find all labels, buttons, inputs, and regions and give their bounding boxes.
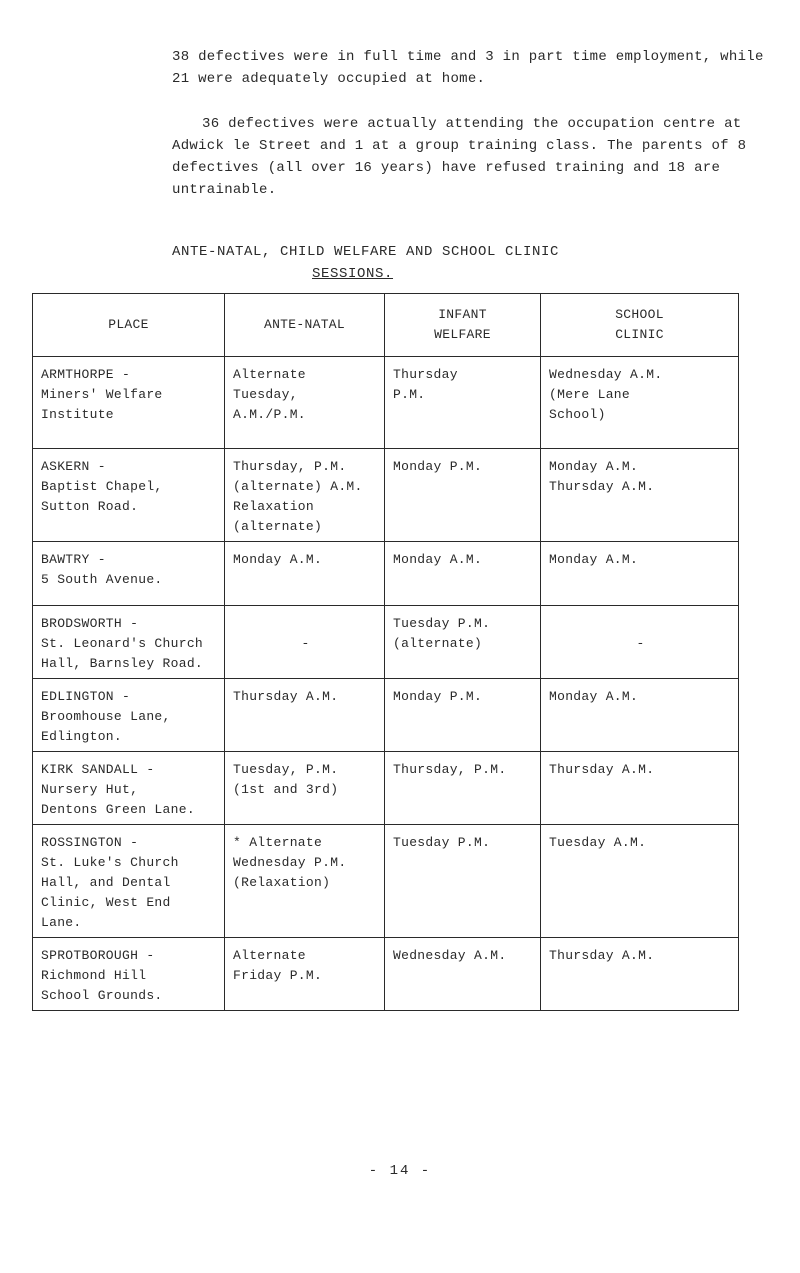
cell-school-clinic [541,606,739,679]
cell-line: Monday A.M. [233,552,323,567]
cell-line: BRODSWORTH - [41,616,139,631]
cell-line: Relaxation [233,499,315,514]
cell-place [33,542,225,606]
cell-school-clinic [541,679,739,752]
cell-line: Dentons Green Lane. [41,802,195,817]
header-line: ANTE-NATAL [263,317,345,332]
cell-line: Monday A.M. [393,552,483,567]
cell-line: (Relaxation) [233,875,331,890]
cell-line: Monday A.M. [549,689,639,704]
page-number: - 14 - [368,1163,432,1179]
cell-line: School Grounds. [41,988,163,1003]
cell-line: Monday P.M. [393,689,483,704]
cell-line: - [636,636,645,651]
cell-place [33,752,225,825]
cell-infant-welfare [385,825,541,938]
cell-line: A.M./P.M. [233,407,306,422]
header-school-clinic [541,294,739,357]
cell-line: (1st and 3rd) [233,782,339,797]
cell-place [33,449,225,542]
table-row [33,542,739,606]
cell-ante-natal [225,679,385,752]
cell-line: Tuesday, P.M. [233,762,339,777]
cell-line: Hall, Barnsley Road. [41,656,204,671]
cell-line: ARMTHORPE - [41,367,131,382]
cell-line: Thursday A.M. [549,948,655,963]
cell-ante-natal [225,542,385,606]
cell-ante-natal [225,938,385,1011]
header-line: PLACE [108,317,149,332]
cell-school-clinic [541,825,739,938]
cell-line: School) [549,407,606,422]
cell-line: (Mere Lane [549,387,631,402]
cell-line: 5 South Avenue. [41,572,163,587]
table-row [33,357,739,449]
cell-line: Tuesday, [233,387,298,402]
heading-line-1: ANTE-NATAL, CHILD WELFARE AND SCHOOL CLINIC [172,244,560,260]
header-line: SCHOOL [615,307,664,322]
table-body [33,357,739,1011]
cell-line: Wednesday A.M. [549,367,663,382]
header-line: CLINIC [615,327,664,342]
cell-school-clinic [541,542,739,606]
cell-infant-welfare [385,679,541,752]
cell-line: ROSSINGTON - [41,835,139,850]
cell-school-clinic [541,752,739,825]
cell-line: - [301,636,310,651]
cell-line: Institute [41,407,114,422]
cell-line: ASKERN - [41,459,106,474]
header-line: INFANT [438,307,487,322]
cell-line: Thursday A.M. [549,762,655,777]
cell-line: Richmond Hill [41,968,147,983]
cell-school-clinic [541,938,739,1011]
cell-line: Tuesday P.M. [393,835,491,850]
header-infant-welfare [385,294,541,357]
cell-infant-welfare [385,606,541,679]
cell-place [33,606,225,679]
cell-line: Lane. [41,915,82,930]
cell-line: P.M. [393,387,426,402]
paragraph-training-text: 36 defectives were actually attending the occupation centre at Adwick le Street and 1 at a group training class. The parents of 8 defectives (all over 16 years) have refused training and 18 are untrainable. [172,116,747,198]
cell-line: EDLINGTON - [41,689,131,704]
table-row [33,752,739,825]
cell-line: Edlington. [41,729,123,744]
header-line: WELFARE [434,327,491,342]
header-ante-natal [225,294,385,357]
cell-line: Hall, and Dental [41,875,171,890]
cell-line: Broomhouse Lane, [41,709,171,724]
cell-place [33,825,225,938]
cell-school-clinic [541,357,739,449]
table-row [33,679,739,752]
cell-place [33,938,225,1011]
cell-ante-natal [225,752,385,825]
cell-line: St. Leonard's Church [41,636,204,651]
cell-ante-natal [225,449,385,542]
cell-line: * Alternate [233,835,323,850]
table-header-row [33,294,739,357]
cell-line: KIRK SANDALL - [41,762,155,777]
cell-line: Monday A.M. [549,459,639,474]
cell-line: Friday P.M. [233,968,323,983]
cell-line: Nursery Hut, [41,782,139,797]
paragraph-training [172,113,772,201]
cell-infant-welfare [385,938,541,1011]
cell-line: Thursday, P.M. [233,459,347,474]
cell-line: Sutton Road. [41,499,139,514]
cell-line: Wednesday A.M. [393,948,507,963]
heading-line-2-text: SESSIONS. [312,266,394,282]
cell-infant-welfare [385,449,541,542]
cell-line: Thursday [393,367,458,382]
cell-line: St. Luke's Church [41,855,179,870]
cell-infant-welfare [385,752,541,825]
cell-line: Alternate [233,948,306,963]
cell-line: Wednesday P.M. [233,855,347,870]
cell-line: SPROTBOROUGH - [41,948,155,963]
table-header [33,294,739,357]
cell-place [33,357,225,449]
table-row [33,606,739,679]
cell-ante-natal [225,825,385,938]
cell-ante-natal [225,606,385,679]
cell-line: Alternate [233,367,306,382]
cell-place [33,679,225,752]
cell-line: (alternate) [233,519,323,534]
cell-ante-natal [225,357,385,449]
cell-line: Monday P.M. [393,459,483,474]
cell-line: (alternate) A.M. [233,479,363,494]
cell-line: Thursday, P.M. [393,762,507,777]
table-row [33,825,739,938]
cell-line: Baptist Chapel, [41,479,163,494]
cell-line: BAWTRY - [41,552,106,567]
table-row [33,938,739,1011]
section-heading [172,241,772,285]
table-row [33,449,739,542]
cell-line: Tuesday P.M. [393,616,491,631]
cell-line: Miners' Welfare [41,387,163,402]
cell-line: Thursday A.M. [549,479,655,494]
cell-line: Tuesday A.M. [549,835,647,850]
sessions-table [32,293,739,1011]
cell-infant-welfare [385,542,541,606]
cell-line: Clinic, West End [41,895,171,910]
cell-infant-welfare [385,357,541,449]
heading-line-2 [172,263,772,285]
cell-line: Thursday A.M. [233,689,339,704]
cell-school-clinic [541,449,739,542]
header-place [33,294,225,357]
cell-line: Monday A.M. [549,552,639,567]
paragraph-employment: 38 defectives were in full time and 3 in part time employment, while 21 were adequately occupied at home. [172,49,764,87]
cell-line: (alternate) [393,636,483,651]
